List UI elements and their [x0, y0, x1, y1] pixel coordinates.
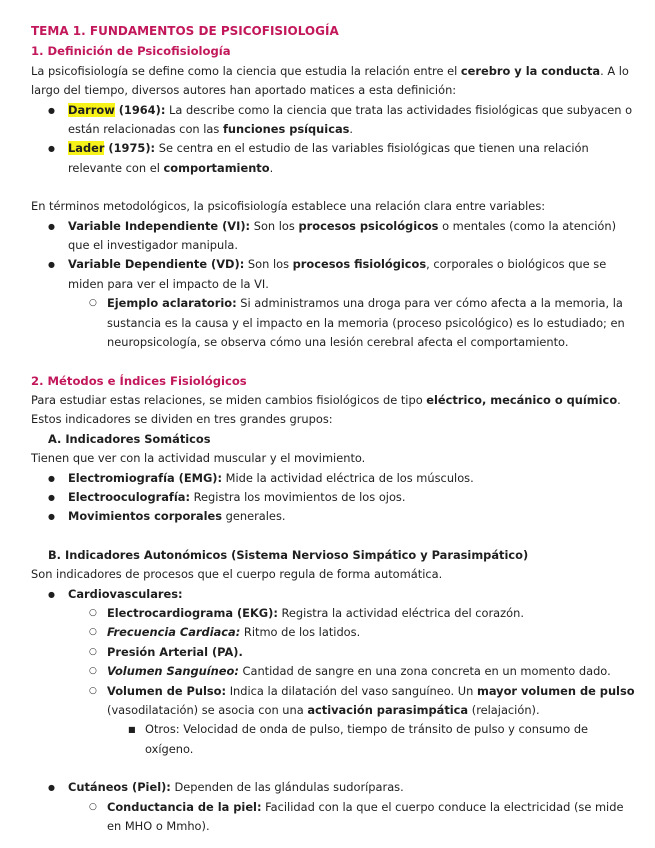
- list-item-movements: ● Movimientos corporales generales.: [31, 507, 635, 526]
- list-item-others: ■ Otros: Velocidad de onda de pulso, tiempo de tránsito de pulso y consumo de oxígeno.: [31, 720, 635, 759]
- list-item-lader: ● Lader (1975): Se centra en el estudio de las variables fisiológicas que tienen una relación relevante con el comportamiento.: [31, 139, 635, 178]
- section-2-intro: Para estudiar estas relaciones, se miden cambios fisiológicos de tipo eléctrico, mecánico o químico. Estos indicadores se dividen en tres grandes grupos:: [31, 392, 621, 427]
- list-item-pulse-volume: ○ Volumen de Pulso: Indica la dilatación del vaso sanguíneo. Un mayor volumen de pulso (vasodilatación) se asocia con una activación parasimpática (relajación).: [31, 682, 635, 721]
- cutaneous-list: [31, 778, 635, 836]
- subsection-a-title: A. Indicadores Somáticos: [48, 431, 211, 446]
- list-item-darrow: ● Darrow (1964): La describe como la ciencia que trata las actividades fisiológicas que subyacen o están relacionadas con las funciones psíquicas.: [31, 101, 635, 140]
- subsection-b-desc: Son indicadores de procesos que el cuerpo regula de forma automática.: [31, 567, 443, 582]
- list-item-heart-rate: ○ Frecuencia Cardiaca: Ritmo de los latidos.: [31, 623, 635, 642]
- document-title: TEMA 1. FUNDAMENTOS DE PSICOFISIOLOGÍA: [31, 24, 339, 38]
- authors-list: [31, 101, 635, 179]
- list-item-conductance: ○ Conductancia de la piel: Facilidad con la que el cuerpo conduce la electricidad (se mide en MHO o Mmho).: [31, 798, 635, 837]
- subsection-a-desc: Tienen que ver con la actividad muscular y el movimiento.: [31, 451, 366, 466]
- section-1-heading: 1. Definición de Psicofisiología: [31, 44, 231, 59]
- list-item-cardio: ● Cardiovasculares:: [31, 585, 635, 604]
- list-item-eog: ● Electrooculografía: Registra los movimientos de los ojos.: [31, 488, 635, 507]
- list-item-example: ○ Ejemplo aclaratorio: Si administramos una droga para ver cómo afecta a la memoria, la sustancia es la causa y el impacto en la memoria (proceso psicológico) es lo estudiado; en neuropsicología, se observa cómo una lesión cerebral afecta el comportamiento.: [31, 294, 635, 352]
- methodology-text: En términos metodológicos, la psicofisiología establece una relación clara entre variables:: [31, 199, 546, 214]
- subsection-b-title: B. Indicadores Autonómicos (Sistema Nervioso Simpático y Parasimpático): [48, 547, 529, 562]
- list-item-emg: ● Electromiografía (EMG): Mide la actividad eléctrica de los músculos.: [31, 469, 635, 488]
- autonomic-list: [31, 585, 635, 760]
- section-2-heading: 2. Métodos e Índices Fisiológicos: [31, 373, 247, 388]
- list-item-vd: ● Variable Dependiente (VD): Son los procesos fisiológicos, corporales o biológicos que se miden para ver el impacto de la VI.: [31, 255, 635, 294]
- list-item-blood-pressure: ○ Presión Arterial (PA).: [31, 643, 635, 662]
- section-1-intro: La psicofisiología se define como la ciencia que estudia la relación entre el cerebro y la conducta. A lo largo del tiempo, diversos autores han aportado matices a esta definición:: [31, 63, 629, 98]
- list-item-vi: ● Variable Independiente (VI): Son los procesos psicológicos o mentales (como la atención) que el investigador manipula.: [31, 217, 635, 256]
- variables-list: [31, 217, 635, 353]
- list-item-cutaneous: ● Cutáneos (Piel): Dependen de las glándulas sudoríparas.: [31, 778, 635, 797]
- list-item-blood-volume: ○ Volumen Sanguíneo: Cantidad de sangre en una zona concreta en un momento dado.: [31, 662, 635, 681]
- list-item-ekg: ○ Electrocardiograma (EKG): Registra la actividad eléctrica del corazón.: [31, 604, 635, 623]
- somatic-list: [31, 469, 635, 527]
